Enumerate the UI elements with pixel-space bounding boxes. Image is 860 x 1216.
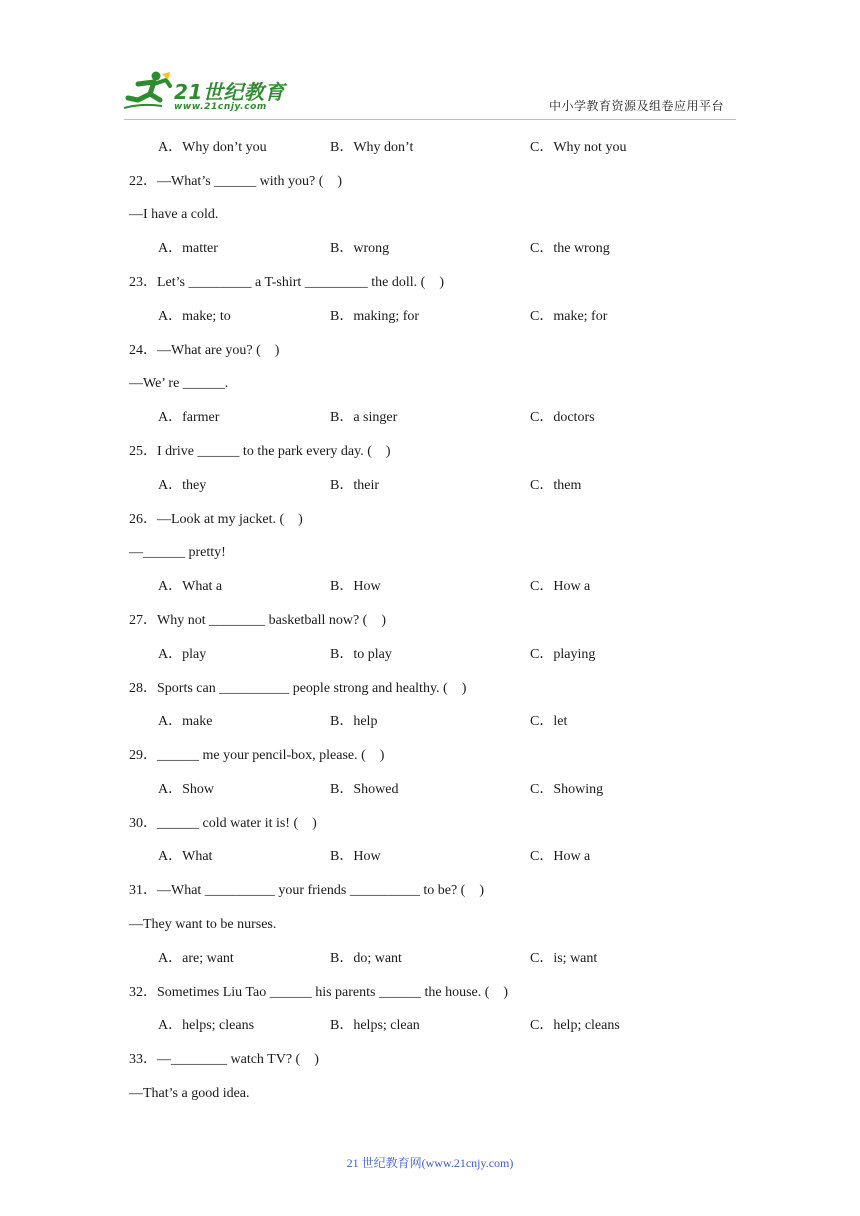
option-a: A．they [158, 478, 207, 493]
question-dialog-line: —They want to be nurses. [129, 917, 277, 932]
question-dialog-line: —We’ re ______. [129, 376, 229, 391]
question-stem: 25．I drive ______ to the park every day. ( ) [129, 444, 391, 459]
option-b: B．do; want [330, 951, 402, 966]
option-a: A．play [158, 647, 207, 662]
option-b: B．help [330, 714, 378, 729]
header-divider [124, 119, 736, 120]
option-a: A．helps; cleans [158, 1018, 255, 1033]
option-a: A．What a [158, 579, 223, 594]
option-b: B．a singer [330, 410, 398, 425]
option-b: B．their [330, 478, 379, 493]
question-stem: 24．—What are you? ( ) [129, 343, 280, 358]
option-b: B．How [330, 579, 381, 594]
option-c: C．How a [530, 579, 591, 594]
question-stem: 22．—What’s ______ with you? ( ) [129, 174, 343, 189]
option-c: C．the wrong [530, 241, 610, 256]
option-b: B．Why don’t [330, 140, 414, 155]
option-a: A．farmer [158, 410, 220, 425]
option-b: B．wrong [330, 241, 390, 256]
page-footer: 21 世纪教育网(www.21cnjy.com) [346, 1156, 514, 1170]
question-dialog-line: —That’s a good idea. [129, 1086, 250, 1101]
runner-logo-icon [122, 70, 172, 112]
logo [122, 68, 292, 114]
logo-brand-text: 21世纪教育 [174, 80, 285, 104]
option-a: A．Show [158, 782, 215, 797]
question-stem: 32．Sometimes Liu Tao ______ his parents ______ the house. ( ) [129, 985, 509, 1000]
question-stem: 23．Let’s _________ a T-shirt _________ the doll. ( ) [129, 275, 444, 290]
question-dialog-line: —I have a cold. [129, 207, 219, 222]
option-c: C．is; want [530, 951, 598, 966]
site-caption: 中小学教育资源及组卷应用平台 [549, 99, 725, 113]
option-b: B．helps; clean [330, 1018, 420, 1033]
question-stem: 31．—What __________ your friends __________ to be? ( ) [129, 883, 484, 898]
question-dialog-line: —______ pretty! [129, 545, 226, 560]
option-c: C．Why not you [530, 140, 627, 155]
option-c: C．let [530, 714, 568, 729]
option-a: A．make; to [158, 309, 231, 324]
option-a: A．Why don’t you [158, 140, 267, 155]
option-c: C．How a [530, 849, 591, 864]
option-b: B．How [330, 849, 381, 864]
question-stem: 27．Why not ________ basketball now? ( ) [129, 613, 387, 628]
option-c: C．make; for [530, 309, 608, 324]
option-a: A．are; want [158, 951, 234, 966]
logo-url-text: www.21cnjy.com [174, 102, 267, 112]
option-b: B．Showed [330, 782, 399, 797]
option-c: C．help; cleans [530, 1018, 620, 1033]
option-b: B．to play [330, 647, 392, 662]
question-stem: 29．______ me your pencil-box, please. ( ) [129, 748, 385, 763]
option-c: C．them [530, 478, 582, 493]
option-a: A．matter [158, 241, 218, 256]
page-header [0, 0, 860, 125]
option-c: C．doctors [530, 410, 595, 425]
question-stem: 30．______ cold water it is! ( ) [129, 816, 317, 831]
question-stem: 33．—________ watch TV? ( ) [129, 1052, 319, 1067]
option-a: A．make [158, 714, 213, 729]
question-stem: 28．Sports can __________ people strong and healthy. ( ) [129, 681, 467, 696]
question-stem: 26．—Look at my jacket. ( ) [129, 512, 303, 527]
option-b: B．making; for [330, 309, 420, 324]
option-c: C．Showing [530, 782, 604, 797]
option-a: A．What [158, 849, 213, 864]
option-c: C．playing [530, 647, 596, 662]
